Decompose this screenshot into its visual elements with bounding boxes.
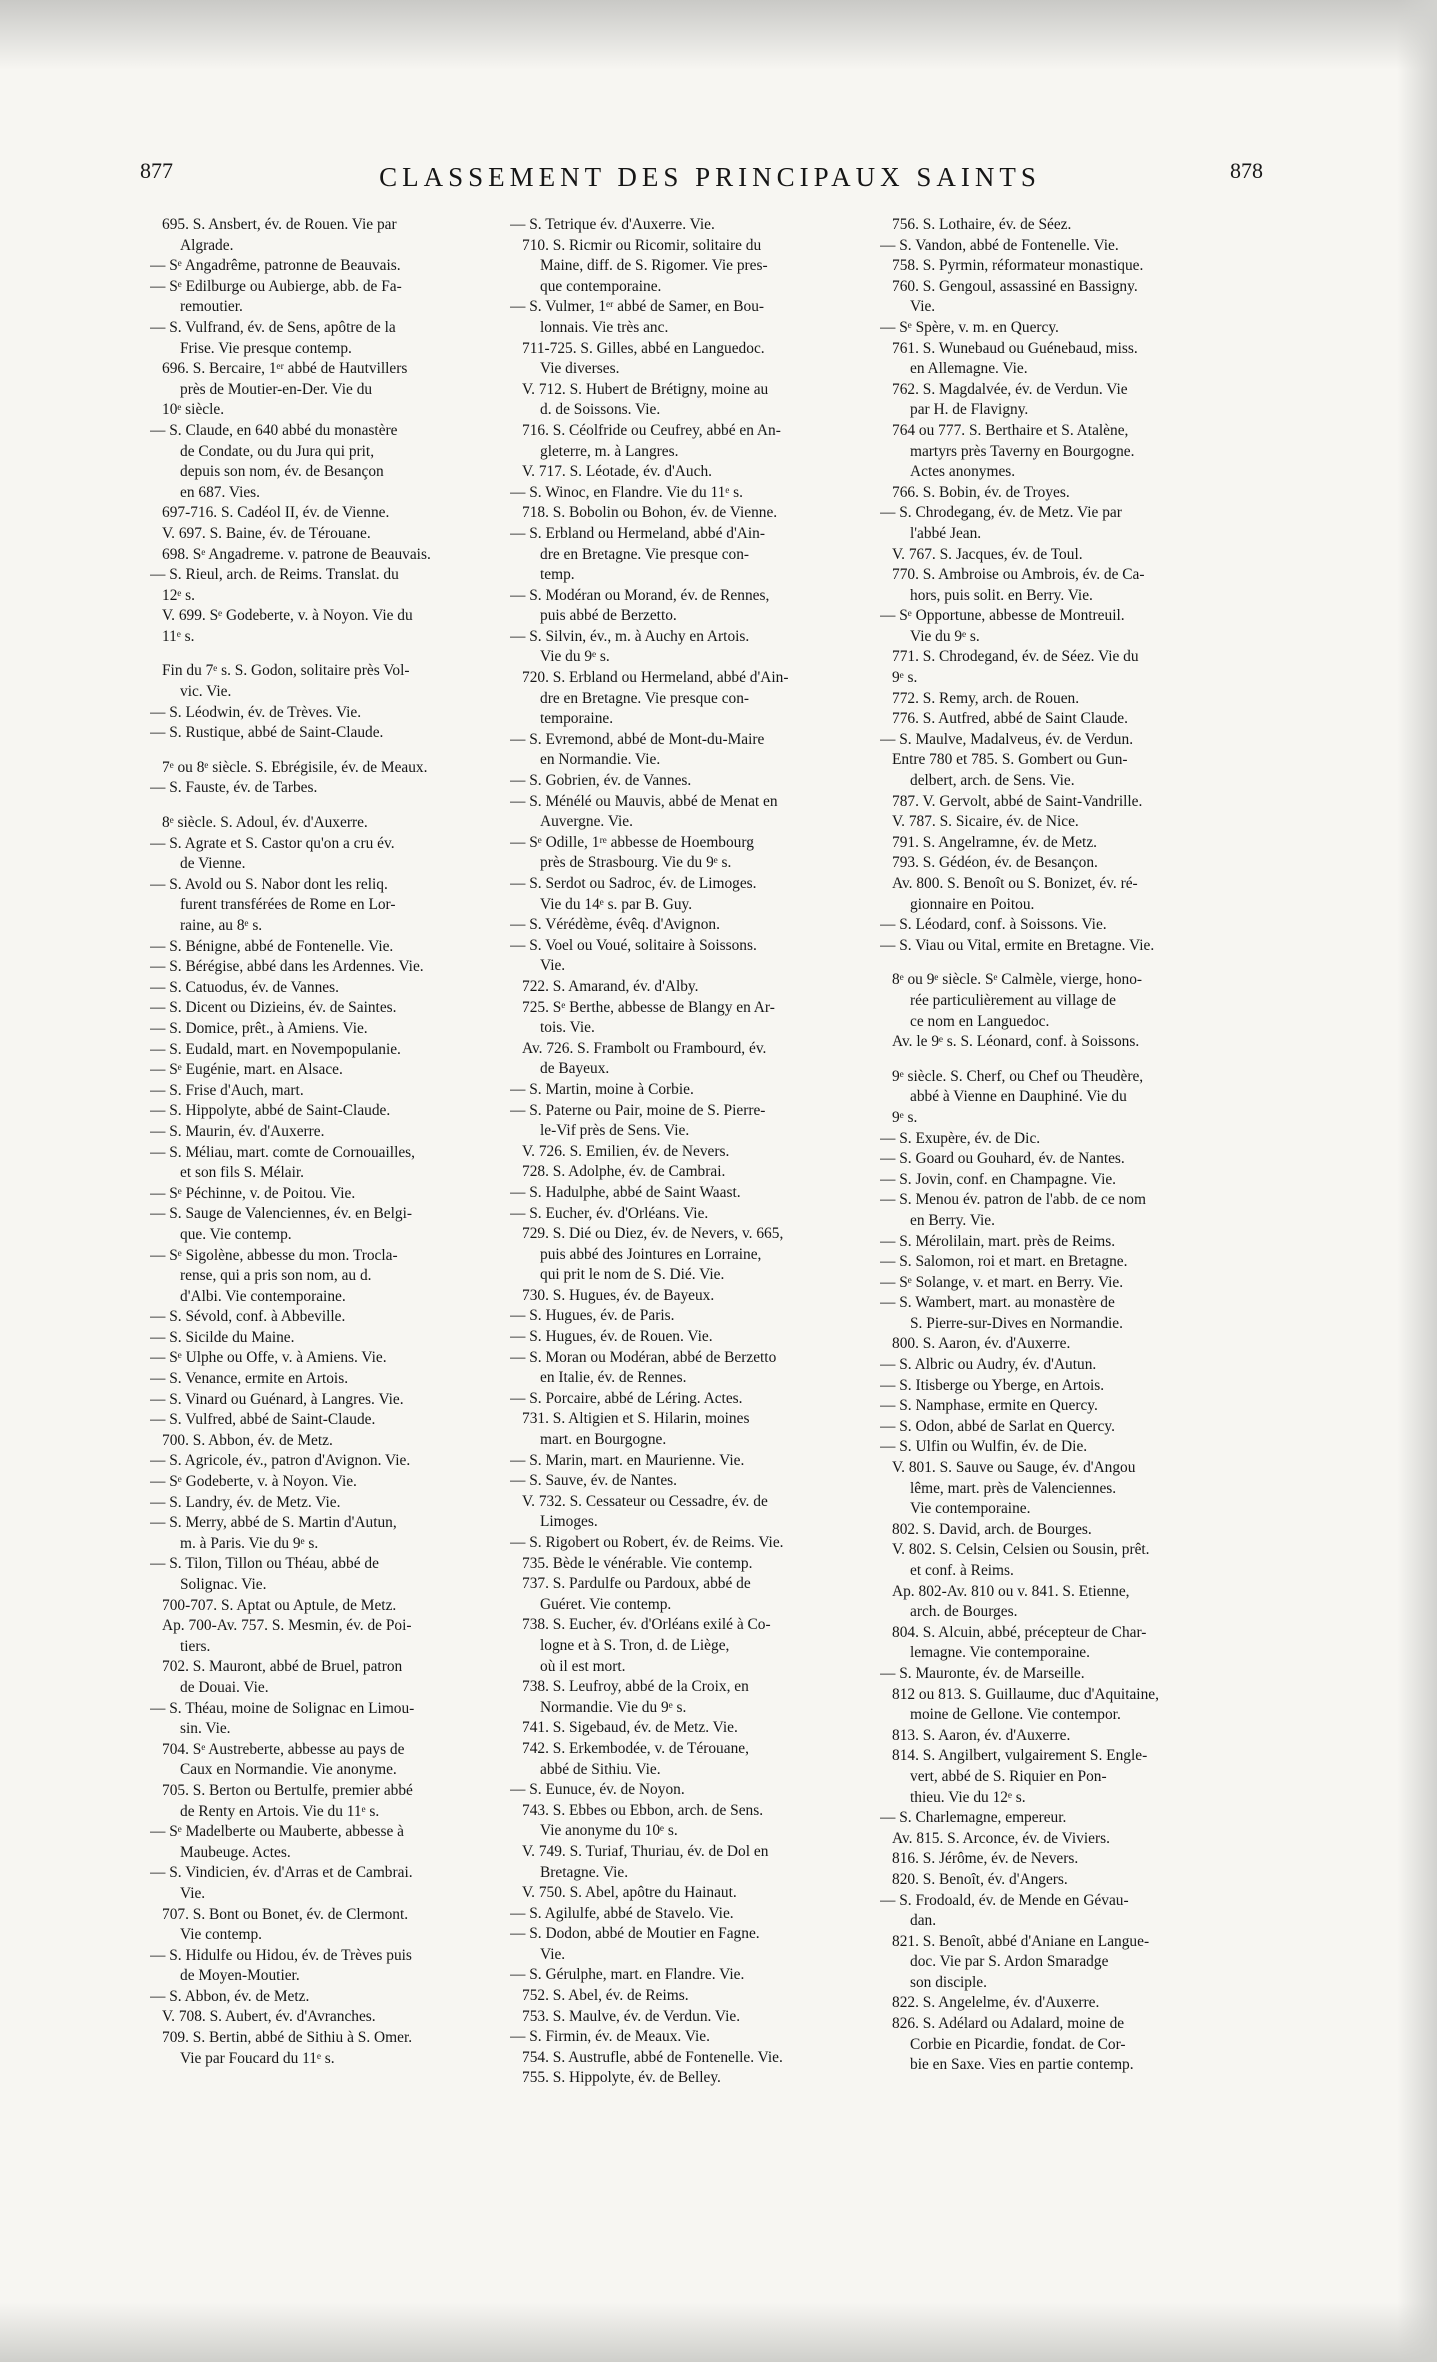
- entry-line: Ap. 700-Av. 757. S. Mesmin, év. de Poi-: [162, 1617, 412, 1635]
- entry-line: Solignac. Vie.: [180, 1576, 267, 1593]
- entry-line: — S. Dodon, abbé de Moutier en Fagne.: [510, 1925, 760, 1943]
- entry-line: que contemporaine.: [540, 277, 662, 295]
- entry-line: Vie.: [180, 1884, 206, 1902]
- entry-line: — Sᵉ Opportune, abbesse de Montreuil.: [880, 607, 1125, 625]
- entry-line: — S. Rustique, abbé de Saint-Claude.: [150, 724, 384, 742]
- entry-line: 700. S. Abbon, év. de Metz.: [162, 1431, 333, 1449]
- entry-line: — S. Hugues, év. de Paris.: [510, 1307, 675, 1325]
- entry-line: Guéret. Vie contemp.: [540, 1595, 672, 1613]
- entry-line: — S. Gérulphe, mart. en Flandre. Vie.: [510, 1966, 745, 1984]
- entry-line: [880, 1053, 1310, 1067]
- entry-line: 720. S. Erbland ou Hermeland, abbé d'Ain-: [522, 669, 789, 687]
- entry-line: bie en Saxe. Vies en partie contemp.: [910, 2056, 1134, 2074]
- entry-line: 730. S. Hugues, év. de Bayeux.: [522, 1286, 715, 1304]
- entry-line: 787. V. Gervolt, abbé de Saint-Vandrille.: [892, 792, 1143, 810]
- scan-edge-bottom: [0, 2302, 1437, 2362]
- entry-line: le-Vif près de Sens. Vie.: [540, 1122, 690, 1140]
- entry-line: V. 726. S. Emilien, év. de Nevers.: [522, 1142, 730, 1160]
- entry-line: 8ᵉ ou 9ᵉ siècle. Sᵉ Calmèle, vierge, hono-: [892, 971, 1143, 989]
- entry-line: — S. Hippolyte, abbé de Saint-Claude.: [150, 1102, 391, 1120]
- entry-line: 705. S. Berton ou Bertulfe, premier abbé: [162, 1781, 413, 1799]
- entry-line: Actes anonymes.: [910, 463, 1016, 481]
- entry-line: lemagne. Vie contemporaine.: [910, 1644, 1090, 1662]
- entry-line: et conf. à Reims.: [910, 1562, 1014, 1579]
- entry-line: Maubeuge. Actes.: [180, 1843, 291, 1861]
- entry-line: — S. Chrodegang, év. de Metz. Vie par: [880, 504, 1122, 522]
- entry-line: V. 750. S. Abel, apôtre du Hainaut.: [522, 1884, 737, 1902]
- entry-line: 722. S. Amarand, év. d'Alby.: [522, 977, 699, 995]
- entry-line: — S. Catuodus, év. de Vannes.: [150, 978, 339, 996]
- entry-line: Vie diverses.: [540, 360, 620, 378]
- entry-line: 812 ou 813. S. Guillaume, duc d'Aquitaine,: [892, 1685, 1159, 1703]
- entry-line: — S. Hidulfe ou Hidou, év. de Trèves puis: [150, 1946, 412, 1964]
- entry-line: V. 708. S. Aubert, év. d'Avranches.: [162, 2008, 376, 2026]
- entry-line: — S. Namphase, ermite en Quercy.: [880, 1397, 1098, 1415]
- entry-line: martyrs près Taverny en Bourgogne.: [910, 442, 1135, 460]
- entry-line: 742. S. Erkembodée, v. de Térouane,: [522, 1739, 749, 1757]
- entry-line: dan.: [910, 1912, 937, 1930]
- entry-line: 821. S. Benoît, abbé d'Aniane en Langue-: [892, 1932, 1150, 1950]
- entry-line: 741. S. Sigebaud, év. de Metz. Vie.: [522, 1719, 738, 1737]
- entry-line: — S. Porcaire, abbé de Léring. Actes.: [510, 1389, 743, 1407]
- entry-line: — Sᵉ Solange, v. et mart. en Berry. Vie.: [880, 1273, 1124, 1291]
- entry-line: — S. Firmin, év. de Meaux. Vie.: [510, 2028, 710, 2046]
- entry-line: — S. Charlemagne, empereur.: [880, 1809, 1067, 1827]
- entry-line: 731. S. Altigien et S. Hilarin, moines: [522, 1410, 750, 1428]
- entry-line: raine, au 8ᵉ s.: [180, 917, 263, 934]
- entry-line: de Douai. Vie.: [180, 1678, 269, 1696]
- entry-line: V. 749. S. Turiaf, Thuriau, év. de Dol en: [522, 1842, 769, 1860]
- entry-line: — Sᵉ Ulphe ou Offe, v. à Amiens. Vie.: [150, 1349, 387, 1367]
- entry-line: 766. S. Bobin, év. de Troyes.: [892, 483, 1070, 501]
- entry-line: tois. Vie.: [540, 1019, 595, 1037]
- entry-line: — S. Winoc, en Flandre. Vie du 11ᵉ s.: [510, 483, 743, 501]
- entry-line: 9ᵉ s.: [892, 1108, 918, 1126]
- entry-line: — S. Gobrien, év. de Vannes.: [510, 772, 692, 790]
- entry-line: 12ᵉ s.: [162, 586, 196, 604]
- entry-line: 758. S. Pyrmin, réformateur monastique.: [892, 257, 1144, 275]
- entry-line: puis abbé de Berzetto.: [540, 607, 677, 625]
- entry-line: V. 801. S. Sauve ou Sauge, év. d'Angou: [892, 1459, 1136, 1477]
- entry-line: — S. Vandon, abbé de Fontenelle. Vie.: [880, 236, 1119, 254]
- entry-line: tiers.: [180, 1637, 211, 1655]
- entry-line: où il est mort.: [540, 1657, 626, 1675]
- entry-line: — S. Vulfrand, év. de Sens, apôtre de la: [150, 318, 396, 336]
- entry-line: — S. Léodard, conf. à Soissons. Vie.: [880, 916, 1107, 934]
- entry-line: 711-725. S. Gilles, abbé en Languedoc.: [522, 339, 765, 357]
- entry-line: de Renty en Artois. Vie du 11ᵉ s.: [180, 1802, 380, 1820]
- entry-line: — S. Tilon, Tillon ou Théau, abbé de: [150, 1555, 379, 1573]
- entry-line: 696. S. Bercaire, 1ᵉʳ abbé de Hautvillers: [162, 360, 408, 378]
- entry-line: m. à Paris. Vie du 9ᵉ s.: [180, 1534, 319, 1552]
- entry-line: abbé de Sithiu. Vie.: [540, 1760, 661, 1778]
- entry-line: arch. de Bourges.: [910, 1603, 1018, 1621]
- entry-line: en 687. Vies.: [180, 483, 261, 501]
- entry-line: — S. Jovin, conf. en Champagne. Vie.: [880, 1170, 1117, 1188]
- entry-line: V. 699. Sᵉ Godeberte, v. à Noyon. Vie du: [162, 607, 413, 625]
- entry-line: 728. S. Adolphe, év. de Cambrai.: [522, 1163, 726, 1181]
- entry-line: 752. S. Abel, év. de Reims.: [522, 1987, 689, 2005]
- entry-line: Vie du 9ᵉ s.: [910, 627, 980, 645]
- entry-line: remoutier.: [180, 298, 243, 316]
- entry-line: logne et à S. Tron, d. de Liège,: [540, 1636, 730, 1654]
- entry-line: — Sᵉ Edilburge ou Aubierge, abb. de Fa-: [150, 277, 402, 295]
- entry-line: Vie contemp.: [180, 1926, 262, 1944]
- page-number-right: 878: [1230, 158, 1263, 183]
- entry-line: — S. Moran ou Modéran, abbé de Berzetto: [510, 1348, 777, 1366]
- entry-line: abbé à Vienne en Dauphiné. Vie du: [910, 1088, 1127, 1106]
- entry-line: de Vienne.: [180, 855, 246, 873]
- entry-line: — S. Hadulphe, abbé de Saint Waast.: [510, 1183, 741, 1201]
- entry-line: gleterre, m. à Langres.: [540, 442, 679, 460]
- entry-line: — S. Mérolilain, mart. près de Reims.: [880, 1232, 1116, 1250]
- entry-line: 710. S. Ricmir ou Ricomir, solitaire du: [522, 236, 762, 254]
- entry-line: 738. S. Leufroy, abbé de la Croix, en: [522, 1678, 749, 1696]
- entry-line: — S. Agrate et S. Castor qu'on a cru év.: [150, 834, 395, 852]
- entry-line: Vie du 9ᵉ s.: [540, 648, 610, 666]
- entry-line: 760. S. Gengoul, assassiné en Bassigny.: [892, 277, 1138, 295]
- entry-line: — S. Hugues, év. de Rouen. Vie.: [510, 1328, 713, 1346]
- entry-line: près de Moutier-en-Der. Vie du: [180, 380, 373, 398]
- entry-line: 737. S. Pardulfe ou Pardoux, abbé de: [522, 1575, 751, 1593]
- entry-line: — S. Léodwin, év. de Trèves. Vie.: [150, 703, 362, 721]
- entry-line: Av. 815. S. Arconce, év. de Viviers.: [892, 1829, 1110, 1847]
- entry-line: en Italie, év. de Rennes.: [540, 1369, 687, 1387]
- entry-line: en Berry. Vie.: [910, 1211, 995, 1229]
- entry-line: Normandie. Vie du 9ᵉ s.: [540, 1698, 687, 1716]
- entry-line: doc. Vie par S. Ardon Smaradge: [910, 1953, 1109, 1971]
- entry-line: delbert, arch. de Sens. Vie.: [910, 772, 1075, 790]
- entry-line: — S. Martin, moine à Corbie.: [510, 1080, 694, 1098]
- entry-line: 8ᵉ siècle. S. Adoul, év. d'Auxerre.: [162, 814, 368, 832]
- entry-line: ce nom en Languedoc.: [910, 1012, 1050, 1030]
- entry-line: — S. Menou év. patron de l'abb. de ce nom: [880, 1191, 1146, 1209]
- entry-line: — Sᵉ Godeberte, v. à Noyon. Vie.: [150, 1473, 357, 1491]
- entry-line: 770. S. Ambroise ou Ambrois, év. de Ca-: [892, 566, 1145, 584]
- entry-line: — S. Bérégise, abbé dans les Ardennes. Vie.: [150, 958, 424, 976]
- entry-line: dre en Bretagne. Vie presque con-: [540, 545, 750, 563]
- entry-line: 729. S. Dié ou Diez, év. de Nevers, v. 665,: [522, 1225, 784, 1243]
- entry-line: rense, qui a pris son nom, au d.: [180, 1267, 372, 1285]
- entry-line: V. 802. S. Celsin, Celsien ou Sousin, prêt.: [892, 1541, 1150, 1559]
- entry-line: Ap. 802-Av. 810 ou v. 841. S. Etienne,: [892, 1582, 1130, 1600]
- entry-line: 738. S. Eucher, év. d'Orléans exilé à Co-: [522, 1616, 771, 1634]
- entry-line: — S. Viau ou Vital, ermite en Bretagne. Vie.: [880, 936, 1155, 954]
- entry-line: 718. S. Bobolin ou Bohon, év. de Vienne.: [522, 504, 778, 522]
- entry-line: 11ᵉ s.: [162, 627, 195, 645]
- entry-line: — S. Evremond, abbé de Mont-du-Maire: [510, 730, 765, 748]
- entry-line: V. 717. S. Léotade, év. d'Auch.: [522, 463, 712, 481]
- entry-line: — S. Claude, en 640 abbé du monastère: [150, 421, 398, 439]
- entry-line: de Moyen-Moutier.: [180, 1967, 300, 1985]
- page-number-left: 877: [140, 158, 173, 183]
- entry-line: — S. Wambert, mart. au monastère de: [880, 1294, 1115, 1312]
- entry-line: 791. S. Angelramne, év. de Metz.: [892, 833, 1098, 851]
- entry-line: 816. S. Jérôme, év. de Nevers.: [892, 1850, 1079, 1868]
- entry-line: 804. S. Alcuin, abbé, précepteur de Char-: [892, 1623, 1147, 1641]
- entry-line: 700-707. S. Aptat ou Aptule, de Metz.: [162, 1596, 397, 1614]
- entry-line: V. 712. S. Hubert de Brétigny, moine au: [522, 380, 769, 398]
- entry-line: Vie par Foucard du 11ᵉ s.: [180, 2049, 335, 2067]
- entry-line: Vie.: [540, 957, 566, 975]
- entry-line: en Allemagne. Vie.: [910, 360, 1028, 378]
- entry-line: 764 ou 777. S. Berthaire et S. Atalène,: [892, 421, 1129, 439]
- entry-line: — S. Dicent ou Dizieins, év. de Saintes.: [150, 999, 397, 1017]
- entry-line: 813. S. Aaron, év. d'Auxerre.: [892, 1726, 1071, 1744]
- entry-line: 9ᵉ s.: [892, 669, 918, 687]
- entry-line: 702. S. Mauront, abbé de Bruel, patron: [162, 1658, 403, 1676]
- entry-line: — S. Ulfin ou Wulfin, év. de Die.: [880, 1438, 1088, 1456]
- entry-line: — S. Sicilde du Maine.: [150, 1328, 295, 1346]
- entry-line: Entre 780 et 785. S. Gombert ou Gun-: [892, 751, 1128, 769]
- entry-line: 697-716. S. Cadéol II, év. de Vienne.: [162, 504, 390, 522]
- entry-line: — S. Vulmer, 1ᵉʳ abbé de Samer, en Bou-: [510, 298, 765, 316]
- entry-line: temporaine.: [540, 710, 614, 728]
- entry-line: 793. S. Gédéon, év. de Besançon.: [892, 854, 1098, 872]
- entry-line: — S. Ménélé ou Mauvis, abbé de Menat en: [510, 792, 778, 810]
- entry-line: — S. Silvin, év., m. à Auchy en Artois.: [510, 627, 750, 645]
- entry-line: 800. S. Aaron, év. d'Auxerre.: [892, 1335, 1071, 1353]
- entry-line: 771. S. Chrodegand, év. de Séez. Vie du: [892, 648, 1139, 666]
- scan-edge-top: [0, 0, 1437, 70]
- entry-line: — S. Mauronte, év. de Marseille.: [880, 1664, 1085, 1682]
- entry-line: S. Pierre-sur-Dives en Normandie.: [910, 1314, 1123, 1332]
- entry-line: V. 787. S. Sicaire, év. de Nice.: [892, 813, 1079, 831]
- entry-line: — S. Venance, ermite en Artois.: [150, 1370, 349, 1388]
- entry-line: — S. Agilulfe, abbé de Stavelo. Vie.: [510, 1904, 734, 1922]
- entry-line: rée particulièrement au village de: [910, 991, 1116, 1009]
- entry-line: Av. le 9ᵉ s. S. Léonard, conf. à Soissons.: [892, 1033, 1140, 1051]
- entry-line: 826. S. Adélard ou Adalard, moine de: [892, 2015, 1125, 2033]
- entry-line: — S. Eunuce, év. de Noyon.: [510, 1781, 685, 1799]
- entry-line: — S. Voel ou Voué, solitaire à Soissons.: [510, 936, 757, 954]
- entry-line: — S. Avold ou S. Nabor dont les reliq.: [150, 875, 388, 893]
- entry-line: — S. Théau, moine de Solignac en Limou-: [150, 1699, 415, 1717]
- entry-line: 725. Sᵉ Berthe, abbesse de Blangy en Ar-: [522, 998, 775, 1016]
- entry-line: — S. Sauge de Valenciennes, év. en Belgi-: [150, 1205, 412, 1223]
- entry-line: 10ᵉ siècle.: [162, 401, 225, 419]
- entry-line: — Sᵉ Péchinne, v. de Poitou. Vie.: [150, 1184, 356, 1202]
- entry-line: Vie du 14ᵉ s. par B. Guy.: [540, 895, 693, 913]
- entry-line: depuis son nom, év. de Besançon: [180, 463, 384, 481]
- entry-line: — Sᵉ Madelberte ou Mauberte, abbesse à: [150, 1823, 404, 1841]
- entry-line: — S. Eucher, év. d'Orléans. Vie.: [510, 1204, 709, 1222]
- entry-line: et son fils S. Mélair.: [180, 1164, 304, 1182]
- entry-line: hors, puis solit. en Berry. Vie.: [910, 586, 1093, 604]
- entry-line: — Sᵉ Eugénie, mart. en Alsace.: [150, 1061, 343, 1079]
- entry-line: V. 732. S. Cessateur ou Cessadre, év. de: [522, 1492, 768, 1510]
- entry-line: 7ᵉ ou 8ᵉ siècle. S. Ebrégisile, év. de Meaux.: [162, 758, 428, 776]
- entry-line: temp.: [540, 566, 575, 584]
- entry-line: 814. S. Angilbert, vulgairement S. Engle-: [892, 1747, 1148, 1765]
- entry-line: par H. de Flavigny.: [910, 401, 1029, 419]
- entry-line: 754. S. Austrufle, abbé de Fontenelle. Vie.: [522, 2048, 783, 2066]
- entry-line: — S. Maulve, Madalveus, év. de Verdun.: [880, 730, 1134, 748]
- entry-line: — S. Paterne ou Pair, moine de S. Pierre-: [510, 1101, 766, 1119]
- entry-line: — S. Vulfred, abbé de Saint-Claude.: [150, 1411, 376, 1429]
- entry-line: — S. Marin, mart. en Maurienne. Vie.: [510, 1451, 745, 1469]
- entry-line: Frise. Vie presque contemp.: [180, 339, 352, 357]
- entry-line: son disciple.: [910, 1973, 987, 1991]
- entry-line: — Sᵉ Odille, 1ʳᵉ abbesse de Hoembourg: [510, 833, 754, 851]
- entry-line: 762. S. Magdalvée, év. de Verdun. Vie: [892, 380, 1128, 398]
- entry-line: vert, abbé de S. Riquier en Pon-: [910, 1767, 1107, 1785]
- entry-line: — S. Serdot ou Sadroc, év. de Limoges.: [510, 875, 757, 892]
- entry-line: 756. S. Lothaire, év. de Séez.: [892, 216, 1072, 233]
- entry-line: — Sᵉ Spère, v. m. en Quercy.: [880, 318, 1059, 336]
- entry-line: — S. Erbland ou Hermeland, abbé d'Ain-: [510, 524, 765, 542]
- entry-line: Auvergne. Vie.: [540, 813, 633, 831]
- entry-line: 704. Sᵉ Austreberte, abbesse au pays de: [162, 1740, 405, 1758]
- entry-line: — S. Itisberge ou Yberge, en Artois.: [880, 1376, 1105, 1394]
- entry-line: thieu. Vie du 12ᵉ s.: [910, 1788, 1026, 1806]
- entry-line: V. 697. S. Baine, év. de Térouane.: [162, 524, 371, 542]
- entry-line: — Sᵉ Angadrême, patronne de Beauvais.: [150, 257, 401, 275]
- entry-line: 755. S. Hippolyte, év. de Belley.: [522, 2069, 721, 2087]
- entry-line: Vie anonyme du 10ᵉ s.: [540, 1822, 678, 1840]
- entry-line: [880, 956, 1310, 970]
- entry-line: gionnaire en Poitou.: [910, 895, 1035, 913]
- entry-line: — S. Tetrique év. d'Auxerre. Vie.: [510, 216, 715, 233]
- entry-line: 9ᵉ siècle. S. Cherf, ou Chef ou Theudère,: [892, 1067, 1144, 1085]
- column-right: [880, 215, 1310, 2076]
- page-title: CLASSEMENT DES PRINCIPAUX SAINTS: [379, 162, 1041, 192]
- entry-line: 753. S. Maulve, év. de Verdun. Vie.: [522, 2007, 741, 2025]
- entry-line: Fin du 7ᵉ s. S. Godon, solitaire près Vol-: [162, 662, 410, 680]
- entry-line: près de Strasbourg. Vie du 9ᵉ s.: [540, 854, 732, 872]
- entry-line: 698. Sᵉ Angadreme. v. patrone de Beauvais.: [162, 545, 431, 563]
- entry-line: 695. S. Ansbert, év. de Rouen. Vie par: [162, 216, 397, 233]
- entry-line: Vie.: [910, 298, 936, 316]
- entry-line: furent transférées de Rome en Lor-: [180, 896, 396, 914]
- scan-edge-right: [1397, 0, 1437, 2362]
- entry-line: Limoges.: [540, 1513, 598, 1531]
- entry-line: Caux en Normandie. Vie anonyme.: [180, 1761, 397, 1779]
- entry-line: Bretagne. Vie.: [540, 1863, 629, 1881]
- entry-line: Av. 726. S. Frambolt ou Frambourd, év.: [522, 1039, 767, 1057]
- entry-line: 735. Bède le vénérable. Vie contemp.: [522, 1554, 753, 1572]
- entry-line: — S. Rigobert ou Robert, év. de Reims. Vie.: [510, 1534, 784, 1551]
- entry-line: 761. S. Wunebaud ou Guénebaud, miss.: [892, 339, 1138, 357]
- entry-line: vic. Vie.: [180, 683, 232, 701]
- entry-line: — S. Goard ou Gouhard, év. de Nantes.: [880, 1150, 1125, 1168]
- entry-line: sin. Vie.: [180, 1720, 231, 1738]
- entry-line: d'Albi. Vie contemporaine.: [180, 1287, 346, 1305]
- entry-line: — Sᵉ Sigolène, abbesse du mon. Trocla-: [150, 1246, 398, 1264]
- entry-line: 820. S. Benoît, év. d'Angers.: [892, 1870, 1068, 1888]
- entry-line: V. 767. S. Jacques, év. de Toul.: [892, 545, 1083, 563]
- entry-line: l'abbé Jean.: [910, 524, 982, 542]
- entry-line: — S. Maurin, év. d'Auxerre.: [150, 1122, 325, 1140]
- entry-line: — S. Vérédème, évêq. d'Avignon.: [510, 916, 720, 934]
- entry-line: — S. Albric ou Audry, év. d'Autun.: [880, 1356, 1097, 1374]
- entry-line: Av. 800. S. Benoît ou S. Bonizet, év. ré-: [892, 875, 1138, 892]
- entry-line: 772. S. Remy, arch. de Rouen.: [892, 689, 1080, 707]
- entry-line: 822. S. Angelelme, év. d'Auxerre.: [892, 1994, 1100, 2012]
- entry-line: — S. Salomon, roi et mart. en Bretagne.: [880, 1253, 1128, 1271]
- entry-line: 716. S. Céolfride ou Ceufrey, abbé en An-: [522, 421, 781, 439]
- entry-line: — S. Rieul, arch. de Reims. Translat. du: [150, 566, 399, 584]
- entry-line: 776. S. Autfred, abbé de Saint Claude.: [892, 710, 1128, 728]
- entry-line: en Normandie. Vie.: [540, 751, 661, 769]
- entry-line: 709. S. Bertin, abbé de Sithiu à S. Omer.: [162, 2029, 413, 2047]
- entry-line: moine de Gellone. Vie contempor.: [910, 1706, 1121, 1724]
- entry-line: Algrade.: [180, 236, 234, 254]
- entry-line: lême, mart. près de Valenciennes.: [910, 1479, 1117, 1497]
- entry-line: — S. Fauste, év. de Tarbes.: [150, 779, 318, 797]
- entry-line: — S. Modéran ou Morand, év. de Rennes,: [510, 586, 770, 604]
- entry-line: d. de Soissons. Vie.: [540, 401, 661, 419]
- entry-line: qui prit le nom de S. Dié. Vie.: [540, 1266, 725, 1284]
- entry-line: — S. Sauve, év. de Nantes.: [510, 1472, 677, 1490]
- entry-line: — S. Frodoald, év. de Mende en Gévau-: [880, 1891, 1129, 1909]
- entry-line: Vie contemporaine.: [910, 1500, 1031, 1518]
- entry-line: mart. en Bourgogne.: [540, 1431, 667, 1449]
- entry-line: — S. Eudald, mart. en Novempopulanie.: [150, 1040, 401, 1058]
- entry-line: lonnais. Vie très anc.: [540, 318, 669, 336]
- entry-line: — S. Landry, év. de Metz. Vie.: [150, 1493, 341, 1511]
- column-middle: [510, 215, 940, 2089]
- entry-line: — S. Merry, abbé de S. Martin d'Autun,: [150, 1514, 397, 1532]
- entry-line: — S. Agricole, év., patron d'Avignon. Vie.: [150, 1452, 411, 1470]
- entry-line: — S. Bénigne, abbé de Fontenelle. Vie.: [150, 937, 394, 955]
- entry-line: — S. Vindicien, év. d'Arras et de Cambrai.: [150, 1864, 413, 1882]
- entry-line: — S. Abbon, év. de Metz.: [150, 1987, 310, 2005]
- entry-line: — S. Frise d'Auch, mart.: [150, 1081, 304, 1099]
- entry-line: puis abbé des Jointures en Lorraine,: [540, 1245, 762, 1263]
- entry-line: que. Vie contemp.: [180, 1225, 292, 1243]
- entry-line: 707. S. Bont ou Bonet, év. de Clermont.: [162, 1905, 409, 1923]
- entry-line: 743. S. Ebbes ou Ebbon, arch. de Sens.: [522, 1801, 764, 1819]
- entry-line: — S. Exupère, év. de Dic.: [880, 1129, 1041, 1147]
- entry-line: Vie.: [540, 1945, 566, 1963]
- entry-line: — S. Méliau, mart. comte de Cornouailles,: [150, 1143, 416, 1161]
- entry-line: Maine, diff. de S. Rigomer. Vie pres-: [540, 257, 768, 275]
- entry-line: — S. Domice, prêt., à Amiens. Vie.: [150, 1019, 368, 1037]
- entry-line: de Condate, ou du Jura qui prit,: [180, 442, 375, 460]
- entry-line: dre en Bretagne. Vie presque con-: [540, 689, 750, 707]
- entry-line: de Bayeux.: [540, 1060, 610, 1078]
- entry-line: — S. Sévold, conf. à Abbeville.: [150, 1308, 346, 1326]
- entry-line: — S. Odon, abbé de Sarlat en Quercy.: [880, 1417, 1115, 1435]
- entry-line: — S. Vinard ou Guénard, à Langres. Vie.: [150, 1390, 404, 1408]
- entry-line: 802. S. David, arch. de Bourges.: [892, 1520, 1092, 1538]
- entry-line: Corbie en Picardie, fondat. de Cor-: [910, 2035, 1126, 2053]
